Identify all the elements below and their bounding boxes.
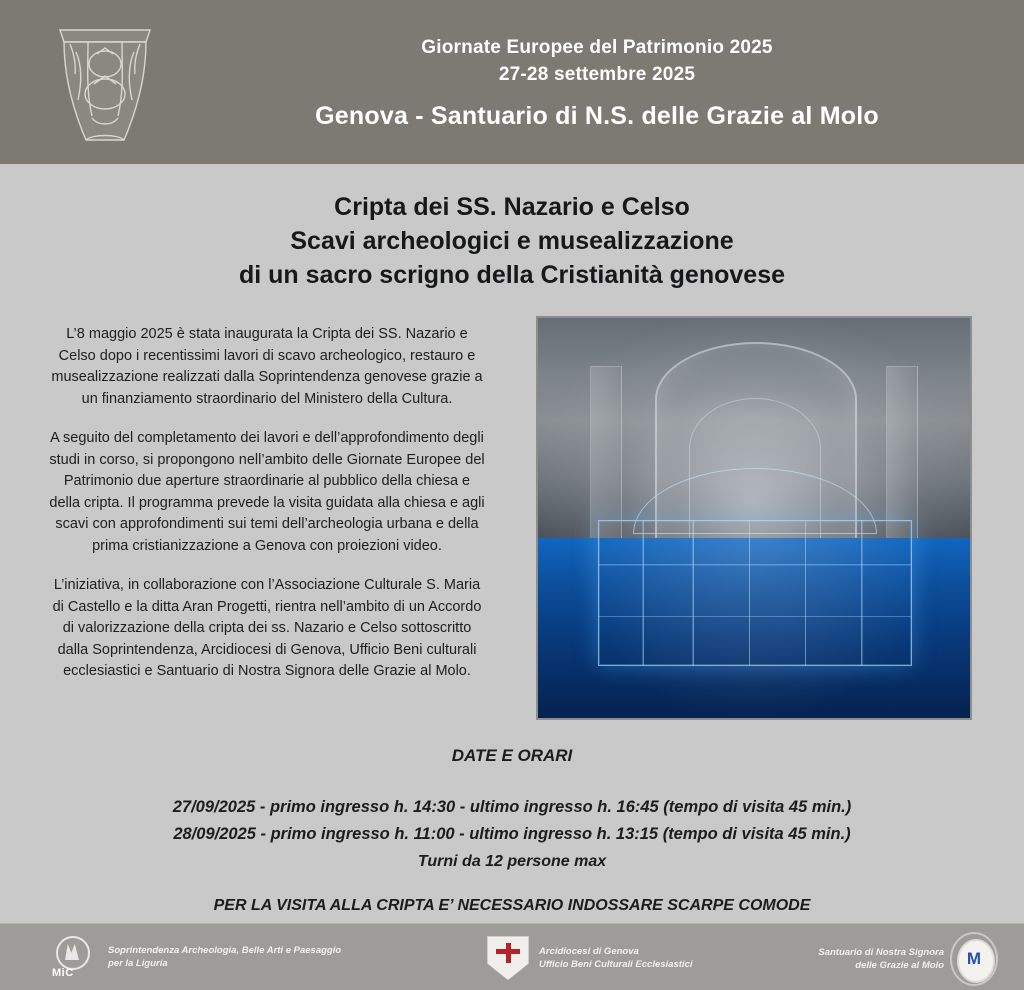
footer-santuario-line-2: delle Grazie al Molo: [855, 960, 944, 971]
title-line-1: Cripta dei SS. Nazario e Celso: [334, 193, 690, 221]
mic-ministero-cultura-logo: [52, 936, 98, 978]
footer-text-mic: [108, 944, 341, 970]
footer-text-arcidiocesi: [539, 945, 692, 971]
capital-column-icon: [30, 8, 180, 158]
footer-mic-line-1: Soprintendenza Archeologia, Belle Arti e Paesaggio: [108, 945, 342, 956]
poster-header: [0, 0, 1024, 164]
footer-logo-arcidiocesi: [487, 936, 692, 980]
footer-text-santuario: [818, 946, 944, 972]
dates-section: [0, 746, 1024, 875]
footer-santuario-line-1: Santuario di Nostra Signora: [818, 947, 944, 958]
page-title: [0, 190, 1024, 292]
mic-wordmark: MiC: [52, 967, 74, 979]
paragraph-2: A seguito del completamento dei lavori e dell’approfondimento degli studi in corso, si propongono nell’ambito delle Giornate Europee del Patrimonio due aperture straordinarie al pubblico della chiesa e della cripta. Il programma prevede la visita guidata alla chiesa e agli scavi con approfondimenti sui temi dell’archeologia urbana e della prima cristianizzazione a Genova con proiezioni video.: [49, 430, 485, 554]
santuario-marian-crest-icon: M: [954, 936, 994, 982]
footer-mic-line-2: per la Liguria: [108, 958, 168, 969]
date-line-2: 28/09/2025 - primo ingresso h. 11:00 - ultimo ingresso h. 13:15 (tempo di visita 45 min.): [173, 825, 851, 843]
dates-heading: DATE E ORARI: [451, 746, 573, 765]
cripta-3d-render-photo: [536, 316, 972, 720]
footer-arcidiocesi-line-2: Ufficio Beni Culturali Ecclesiastici: [539, 959, 693, 970]
event-location: Genova - Santuario di N.S. delle Grazie al Molo: [315, 102, 879, 130]
groups-note: Turni da 12 persone max: [417, 853, 607, 870]
footwear-warning: PER LA VISITA ALLA CRIPTA E’ NECESSARIO INDOSSARE SCARPE COMODE: [213, 897, 811, 914]
paragraph-1: L’8 maggio 2025 è stata inaugurata la Cripta dei SS. Nazario e Celso dopo i recentissimi lavori di scavo archeologico, restauro e musealizzazione realizzati dalla Soprintendenza genovese grazie a un finanziamento straordinario del Ministero della Cultura.: [51, 326, 483, 407]
content-area: [0, 316, 1024, 736]
title-line-3: di un sacro scrigno della Cristianità genovese: [239, 261, 785, 289]
arcidiocesi-crest-icon: [487, 936, 529, 980]
event-name: Giornate Europee del Patrimonio 2025: [421, 37, 773, 58]
paragraph-3: L’iniziativa, in collaborazione con l’Associazione Culturale S. Maria di Castello e la ditta Aran Progetti, rientra nell’ambito di un Accordo di valorizzazione della cripta dei ss. Nazario e Celso sottoscritto dalla Soprintendenza, Arcidiocesi di Genova, Ufficio Beni culturali ecclesiastici e Santuario di Nostra Signora delle Grazie al Molo.: [52, 577, 482, 679]
poster-footer: [0, 923, 1024, 990]
photo-glow-overlay: [538, 318, 970, 718]
description-text: [48, 324, 486, 683]
footer-logo-santuario: [818, 936, 994, 982]
header-text-block: [190, 34, 1004, 131]
date-line-1: 27/09/2025 - primo ingresso h. 14:30 - ultimo ingresso h. 16:45 (tempo di visita 45 min.): [172, 798, 852, 816]
title-line-2: Scavi archeologici e musealizzazione: [290, 227, 734, 255]
footer-logo-mic: [52, 936, 341, 978]
event-dates: 27-28 settembre 2025: [498, 64, 696, 85]
footer-arcidiocesi-line-1: Arcidiocesi di Genova: [539, 946, 639, 957]
